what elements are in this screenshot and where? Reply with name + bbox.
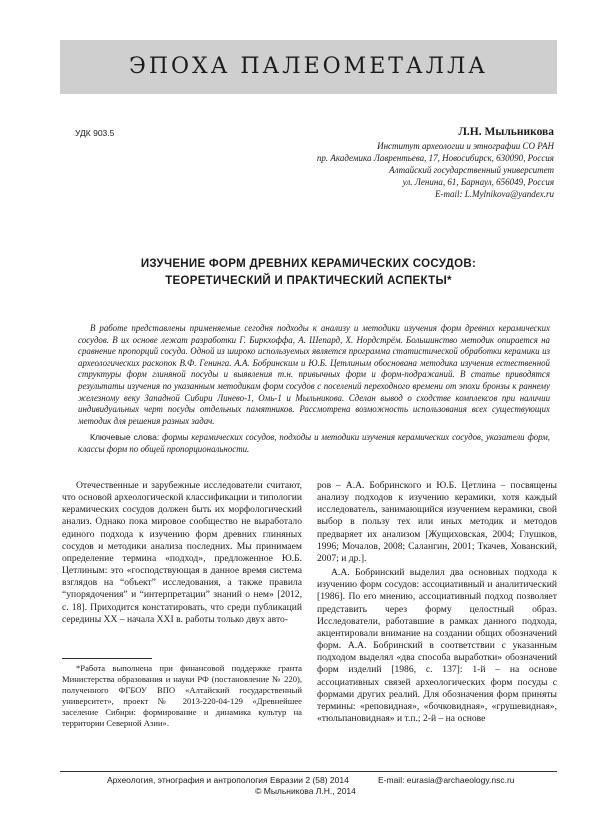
affiliation-line: ул. Ленина, 61, Барнаул, 656049, Россия (402, 177, 554, 187)
affiliation-line: Алтайский государственный университет (389, 165, 554, 175)
body-column-right (317, 480, 557, 725)
keywords-label: Ключевые слова: (90, 432, 160, 442)
footnote-divider (62, 658, 152, 659)
author-block (317, 124, 554, 200)
udk-code: УДК 903.5 (75, 128, 115, 138)
body-column-left (62, 480, 302, 626)
body-paragraph: ров – А.А. Бобринского и Ю.Б. Цетлина – посвящены анализу подходов к изучению керамики, хотя каждый исследователь, занимающийся изучением керамики, свой выбор в пользу тех или иных методик и методов предваряет их анализом [Жущиховская, 2004; Глушков, 1996; Мочалов, 2008; Салангин, 2001; Ткачев, Хованский, 2007; и др.]. (317, 480, 557, 564)
affiliation-line: Институт археологии и этнографии СО РАН (377, 141, 554, 151)
author-name: Л.Н. Мыльникова (458, 126, 554, 138)
footer-divider (60, 771, 557, 772)
footer-copyright: © Мыльникова Л.Н., 2014 (255, 786, 356, 796)
section-banner (60, 40, 557, 94)
keywords (78, 432, 550, 455)
article-title (60, 256, 557, 290)
title-line: ИЗУЧЕНИЕ ФОРМ ДРЕВНИХ КЕРАМИЧЕСКИХ СОСУДОВ: (140, 258, 477, 270)
body-paragraph: А.А. Бобринский выделил два основных подхода к изучению форм сосудов: ассоциативный и аналитический [1986]. По его мнению, ассоциативный подход позволяет представить через форму целостный образ. Исследователи, работавшие в рамках данного подхода, акцентировали внимание на создании общих обозначений форм. А.А. Бобринский в соответствии с указанным подходом выделял «два способа выработки» обозначений форм изделий [1986, с. 137]: 1-й – на основе ассоциативных связей археологических форм посуды с формами других реалий. Для обозначения форм приняты термины: «реповидная», «бочковидная», «грушевидная», «тюльпановидная» и т.п.; 2-й – на основе (317, 567, 557, 724)
section-title: ЭПОХА ПАЛЕОМЕТАЛЛА (129, 54, 488, 79)
affiliation-line: пр. Академика Лаврентьева, 17, Новосибирск, 630090, Россия (316, 153, 554, 163)
title-line: ТЕОРЕТИЧЕСКИЙ И ПРАКТИЧЕСКИЙ АСПЕКТЫ* (165, 275, 452, 287)
body-paragraph: Отечественные и зарубежные исследователи считают, что основой археологической классификации и типологии керамических сосудов должен быть их морфологический анализ. Однако пока мировое сообщество не выработало единого подхода к изучению форм древних глиняных сосудов и методики анализа последних. Мы принимаем определение термина «подход», предложенное Ю.Б. Цетлиным: это «господствующая в данное время система взглядов на “объект” исследования, а также правила “упорядочения” и “интерпретации” знаний о нем» [2012, с. 18]. Приходится констатировать, что среди публикаций середины ХХ – начала ХХI в. работы только двух авто- (62, 480, 302, 625)
footnote: *Работа выполнена при финансовой поддержке гранта Министерства образования и науки РФ (постановление № 220), полученного ФГБОУ ВПО «Алтайский государственный университет», проект № 2013-220-04-129 «Древнейшее заселение Сибири: формирование и динамика культур на территории Северной Азии». (62, 663, 302, 728)
footer-journal: Археология, этнография и антропология Евразии 2 (58) 2014 (107, 775, 349, 785)
abstract: В работе представлены применяемые сегодня подходы к анализу и методики изучения форм древних керамических сосудов. В их основе лежат разработки Г. Биркхоффа, А. Шепард, Х. Нордстрём. Большинство методик опирается на сравнение пропорций сосуда. Одной из широко используемых является программа статистической обработки керамики из археологических раскопок В.Ф. Генинга. А.А. Бобринским и Ю.Б. Цетлиным обоснована методика изучения естественной структуры форм глиняной посуды и выявления т.н. привычных форм и форм-подражаний. В статье приводятся результаты изучения по указанным методикам форм сосудов с поселений переходного времени от эпохи бронзы к раннему железному веку Западной Сибири Линево-1, Омь-1 и Мыльникова. Сделан вывод о сходстве комплексов при наличии индивидуальных черт посуды отдельных памятников. Рассмотрена возможность использования всех существующих методик для решения разных задач. (78, 323, 550, 426)
footer-email[interactable]: E-mail: eurasia@archaeology.nsc.ru (378, 775, 515, 785)
author-email[interactable]: E-mail: L.Mylnikova@yandex.ru (435, 189, 554, 199)
keywords-text: формы керамических сосудов, подходы и методики изучения керамических сосудов, указатели форм, классы форм по общей пропорциональности. (78, 432, 551, 454)
